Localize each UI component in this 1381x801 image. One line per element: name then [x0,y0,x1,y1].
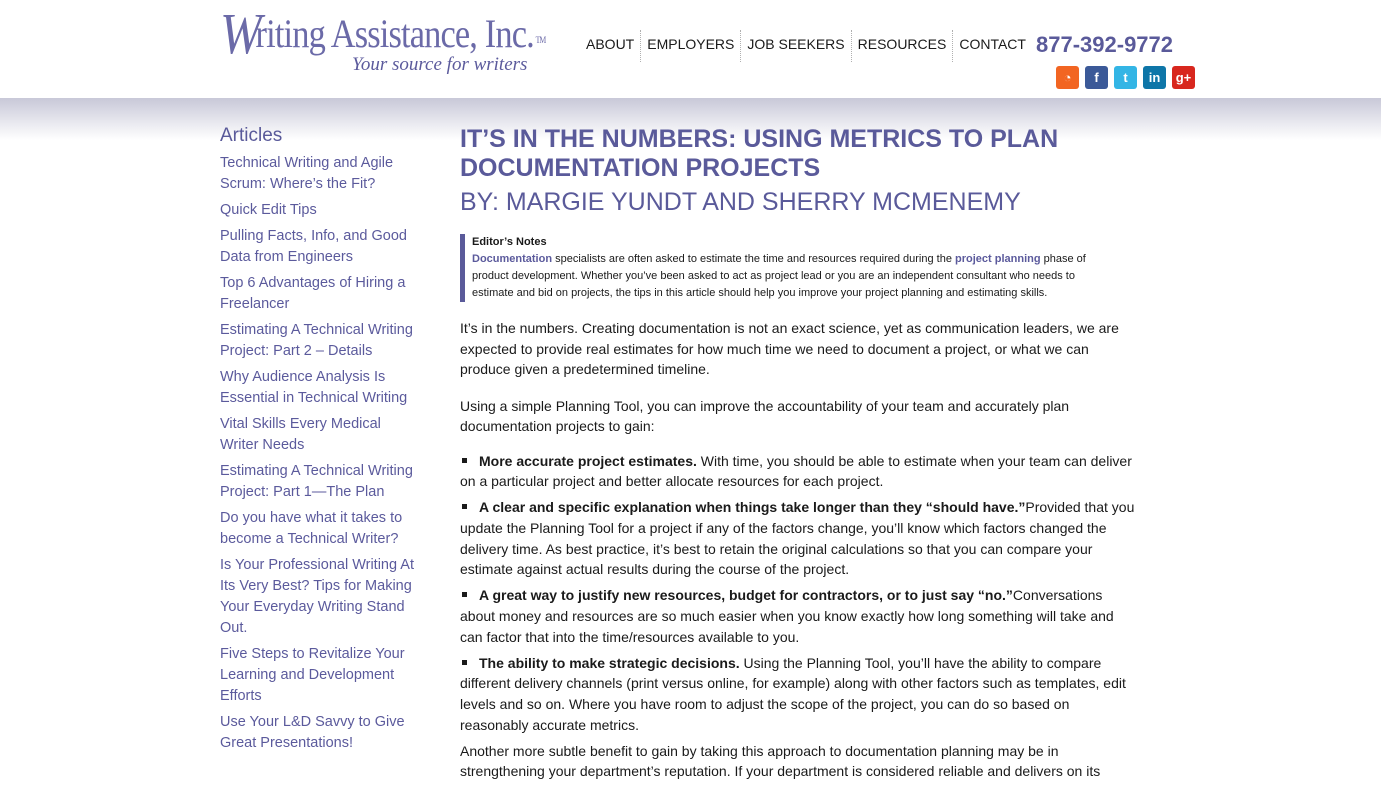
editors-notes-body [472,251,1110,302]
social-links [1056,66,1195,89]
nav-job-seekers[interactable]: JOB SEEKERS [741,30,851,62]
sidebar-article-link[interactable]: Pulling Facts, Info, and Good Data from Engineers [220,228,407,265]
main-nav [580,30,1032,62]
list-item-lead: A great way to justify new resources, budget for contractors, or to just say “no.” [479,587,1013,604]
logo-text: riting Assistance, Inc. [255,11,534,56]
sidebar-article-link[interactable]: Use Your L&D Savvy to Give Great Presentations! [220,714,405,751]
article-byline: BY: MARGIE YUNDT AND SHERRY MCMENEMY [460,188,1021,216]
logo-trademark: TM [535,35,546,45]
project-planning-link[interactable]: project planning [955,253,1041,265]
list-item [460,585,1135,647]
notes-text: phase of product development. Whether you’ve been asked to act as project lead or you are an independent consultant who needs to estimate and bid on projects, the tips in this article should help you improve your project planning and estimating skills. [472,253,1086,299]
list-item-text: Provided that you update the Planning Tool for a project if any of the factors change, you’ll know which factors changed the delivery time. As best practice, it’s best to retain the original calculations so that you can compare your estimate against actual results during the course of the project. [460,499,1135,578]
site-header [0,0,1381,98]
bullet-icon [462,458,467,463]
nav-about[interactable]: ABOUT [580,30,641,62]
sidebar [220,125,420,759]
article-paragraph: Another more subtle benefit to gain by taking this approach to documentation planning may be in strengthening your department’s reputation. If your department is considered reliable and delivers on its [460,742,1101,780]
rss-icon[interactable]: ◔ [1056,66,1079,89]
article-paragraph: Using a simple Planning Tool, you can improve the accountability of your team and accurately plan documentation projects to gain: [460,397,1070,434]
phone-number[interactable]: 877-392-9772 [1036,32,1174,57]
nav-contact[interactable]: CONTACT [959,36,1026,52]
article-title: IT’S IN THE NUMBERS: USING METRICS TO PLAN DOCUMENTATION PROJECTS [460,125,1059,182]
documentation-link[interactable]: Documentation [472,253,553,265]
list-item [460,451,1135,493]
sidebar-article-link[interactable]: Vital Skills Every Medical Writer Needs [220,416,381,453]
nav-employers[interactable]: EMPLOYERS [641,30,741,62]
bullet-icon [462,592,467,597]
sidebar-article-link[interactable]: Quick Edit Tips [220,202,317,218]
sidebar-article-link[interactable]: Why Audience Analysis Is Essential in Technical Writing [220,369,408,406]
list-item [460,653,1135,736]
google-plus-icon[interactable]: g+ [1172,66,1195,89]
editors-notes [460,234,1110,302]
facebook-icon[interactable]: f [1085,66,1108,89]
sidebar-heading: Articles [220,125,283,146]
sidebar-article-link[interactable]: Technical Writing and Agile Scrum: Where’s the Fit? [220,155,394,192]
linkedin-icon[interactable]: in [1143,66,1166,89]
site-logo[interactable] [220,1,546,80]
sidebar-article-link[interactable]: Top 6 Advantages of Hiring a Freelancer [220,275,406,312]
list-item-lead: A clear and specific explanation when things take longer than they “should have.” [479,499,1026,516]
list-item-text: With time, you should be able to estimate when your team can deliver on a particular project and better allocate resources for each project. [460,452,1132,490]
list-item-text: Using the Planning Tool, you’ll have the ability to compare different delivery channels (print versus online, for example) along with other factors such as templates, edit levels and so on. Where you have room to adjust the scope of the project, you can do so based on reasonably accurate metrics. [460,654,1126,734]
notes-text: specialists are often asked to estimate the time and resources required during the [552,253,956,265]
list-item [460,497,1135,580]
logo-initial: W [220,1,261,66]
list-item-text: Conversations about money and resources are so much easier when you know exactly how long something will take and can factor that into the time/resources available to you. [460,587,1114,645]
benefits-list [460,451,1135,736]
editors-notes-heading: Editor’s Notes [472,236,547,248]
sidebar-article-link[interactable]: Do you have what it takes to become a Technical Writer? [220,510,403,547]
list-item-lead: The ability to make strategic decisions. [479,654,740,671]
article-main [460,125,1135,782]
twitter-icon[interactable]: t [1114,66,1137,89]
logo-tagline: Your source for writers [352,54,528,75]
sidebar-article-link[interactable]: Estimating A Technical Writing Project: Part 1—The Plan [220,463,413,500]
nav-resources[interactable]: RESOURCES [852,30,954,62]
article-paragraph: It’s in the numbers. Creating documentation is not an exact science, yet as communication leaders, we are expected to provide real estimates for how much time we need to document a project, or what we can produce given a predetermined timeline. [460,320,1119,377]
sidebar-article-link[interactable]: Five Steps to Revitalize Your Learning and Development Efforts [220,646,405,704]
list-item-lead: More accurate project estimates. [479,452,697,469]
sidebar-article-link[interactable]: Estimating A Technical Writing Project: Part 2 – Details [220,322,413,359]
bullet-icon [462,504,467,509]
bullet-icon [462,660,467,665]
sidebar-article-link[interactable]: Is Your Professional Writing At Its Very Best? Tips for Making Your Everyday Writing Stand Out. [220,557,414,636]
